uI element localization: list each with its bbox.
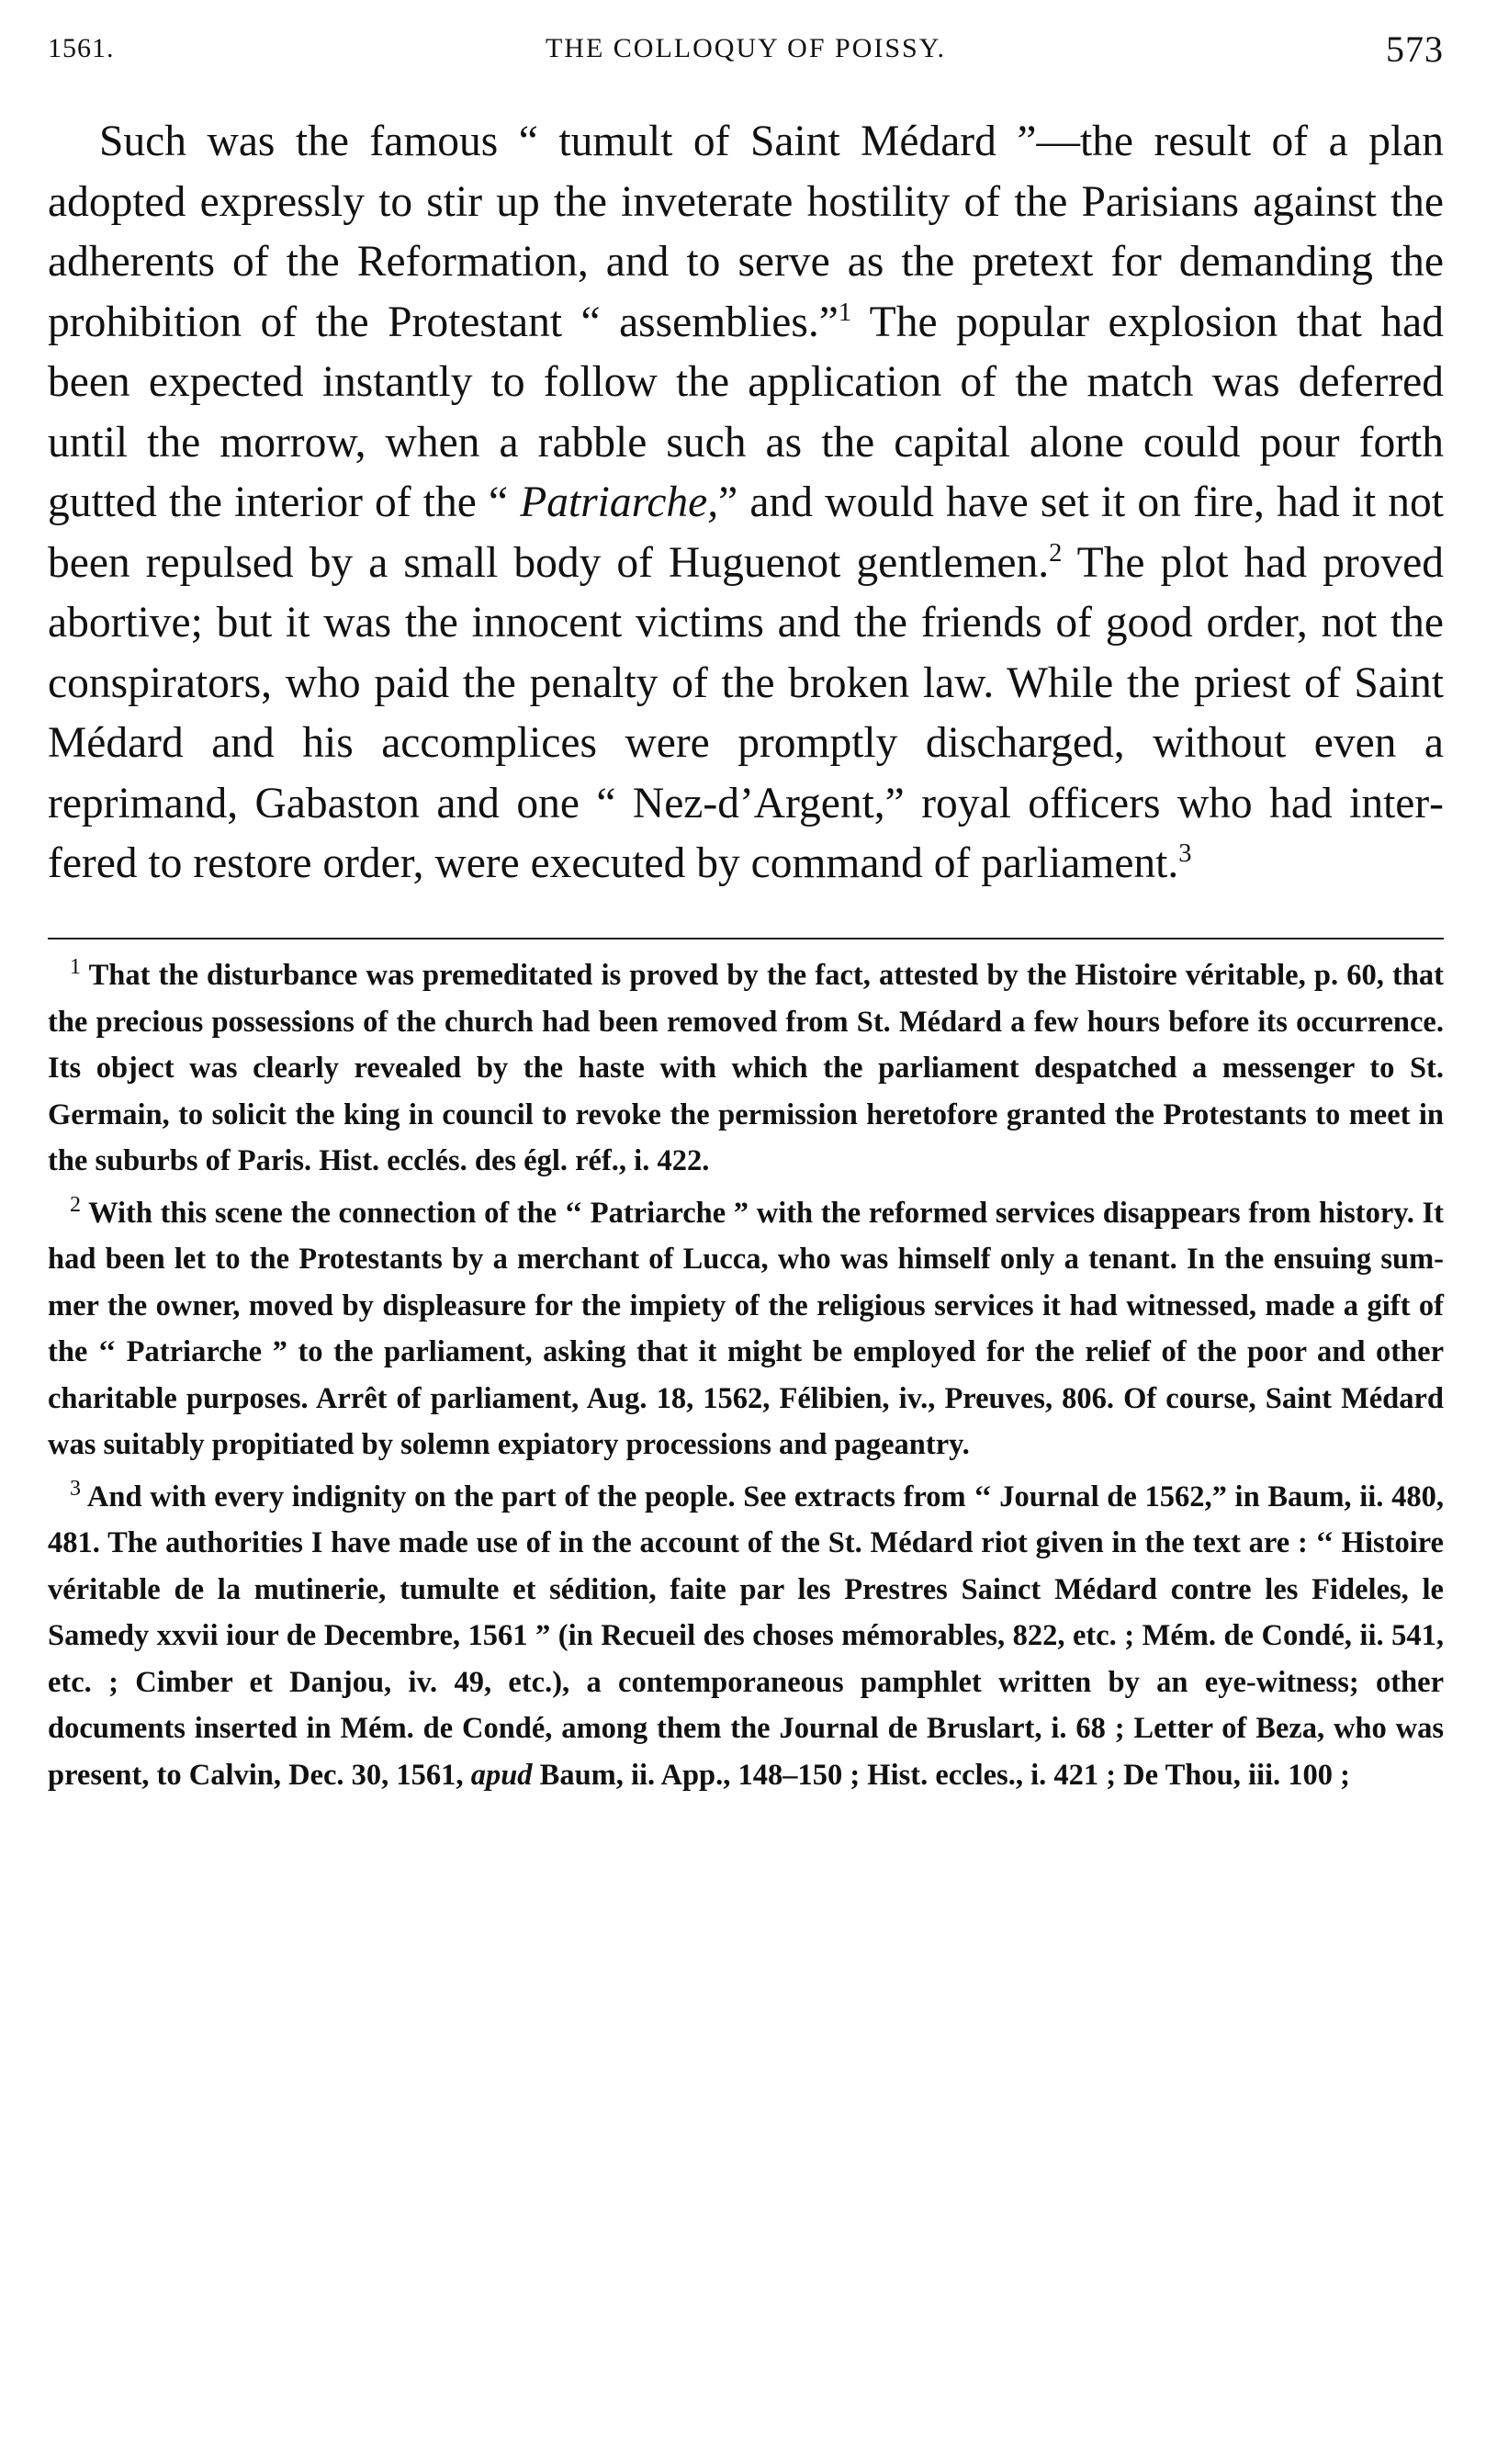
footnote-1 [48, 952, 1444, 1185]
paragraph-text-part-2: The popular explosion that had been expected instantly to follow the application of the match was deferred until the morrow, when a rabble such as the capital alone could pour forth gutted the interior of the “ [48, 298, 1444, 526]
paragraph-text-part-4: The plot had proved abortive; but it was the innocent victims and the friends of good order, not the conspirators, who paid the penalty of the broken law. While the priest of Saint Médard and his accomplices were promptly discharged, without even a reprimand, Gabaston and one “ Nez-d’Argent,” royal officers who had interfered to restore order, were executed by command of parliament. [48, 538, 1444, 887]
paragraph-text-part-1: Such was the famous “ tumult of Saint Médard ”—the result of a plan adopted expressly to stir up the inveterate hostility of the Parisians against the adherents of the Reformation, and to serve as the pretext for demanding the prohibition of the Protestant “ assemblies.” [48, 118, 1444, 346]
book-page [48, 28, 1444, 1804]
patriarche-italic: Patriarche, [520, 478, 719, 526]
running-head [48, 28, 1444, 75]
footnote-ref-2: 2 [1049, 538, 1063, 568]
footnote-separator [48, 938, 1444, 939]
footnote-3-apud-italic: apud [470, 1758, 533, 1792]
footnote-3 [48, 1474, 1444, 1799]
footnote-3-text-b: Baum, ii. App., 148–150 ; Hist. eccles., i. 421 ; De Thou, iii. 100 ; [532, 1758, 1350, 1792]
running-head-year: 1561. [48, 33, 115, 63]
footnote-3-marker: 3 [70, 1476, 81, 1501]
footnote-1-marker: 1 [70, 955, 81, 980]
footnote-3-text-a: And with every indignity on the part of the people. See extracts from ‘‘ Journal de 1562,” in Baum, ii. 480, 481. The authorities I have made use of in the account of the St. Médard riot given in the text are : ‘‘ Histoire véritable de la mutinerie, tumulte et sédition, faite par les Prestres Sainct Médard contre les Fideles, le Samedy xxvii iour de Decembre, 1561 ” (in Recueil des choses mémorables, 822, etc. ; Mém. de Condé, ii. 541, etc. ; Cimber et Danjou, iv. 49, etc.), a contemporaneous pamphlet written by an eye-witness; other documents inserted in Mém. de Condé, among them the Journal de Bruslart, i. 68 ; Letter of Beza, who was present, to Calvin, Dec. 30, 1561, [48, 1480, 1444, 1792]
footnote-2 [48, 1190, 1444, 1468]
page-number: 573 [1386, 28, 1444, 70]
footnote-ref-1: 1 [838, 298, 852, 327]
running-head-title: THE COLLOQUY OF POISSY. [545, 33, 947, 63]
footnote-1-text: That the disturbance was premeditated is proved by the fact, attested by the Histoire véritable, p. 60, that the precious possessions of the church had been removed from St. Médard a few hours before its occurrence. Its object was clearly revealed by the haste with which the parliament despatched a messenger to St. Germain, to solicit the king in council to revoke the permission heretofore granted the Protestants to meet in the suburbs of Paris. Hist. ecclés. des égl. réf., i. 422. [48, 959, 1444, 1177]
paragraph-text-part-3: ” and would have set it on fire, had it not been repulsed by a small body of Huguenot gentlemen. [48, 478, 1444, 587]
main-paragraph [48, 112, 1444, 894]
footnote-2-text: With this scene the connection of the ‘‘ Patriarche ” with the reformed services disappears from history. It had been let to the Protestants by a merchant of Lucca, who was himself only a tenant. In the ensuing summer the owner, moved by displeasure for the impiety of the religious services it had witnessed, made a gift of the ‘‘ Patriarche ” to the parliament, asking that it might be employed for the relief of the poor and other charitable purposes. Arrêt of parliament, Aug. 18, 1562, Félibien, iv., Preuves, 806. Of course, Saint Médard was suitably propitiated by solemn expiatory processions and pageantry. [48, 1196, 1444, 1461]
footnote-ref-3: 3 [1178, 839, 1192, 869]
footnote-2-marker: 2 [70, 1192, 81, 1217]
